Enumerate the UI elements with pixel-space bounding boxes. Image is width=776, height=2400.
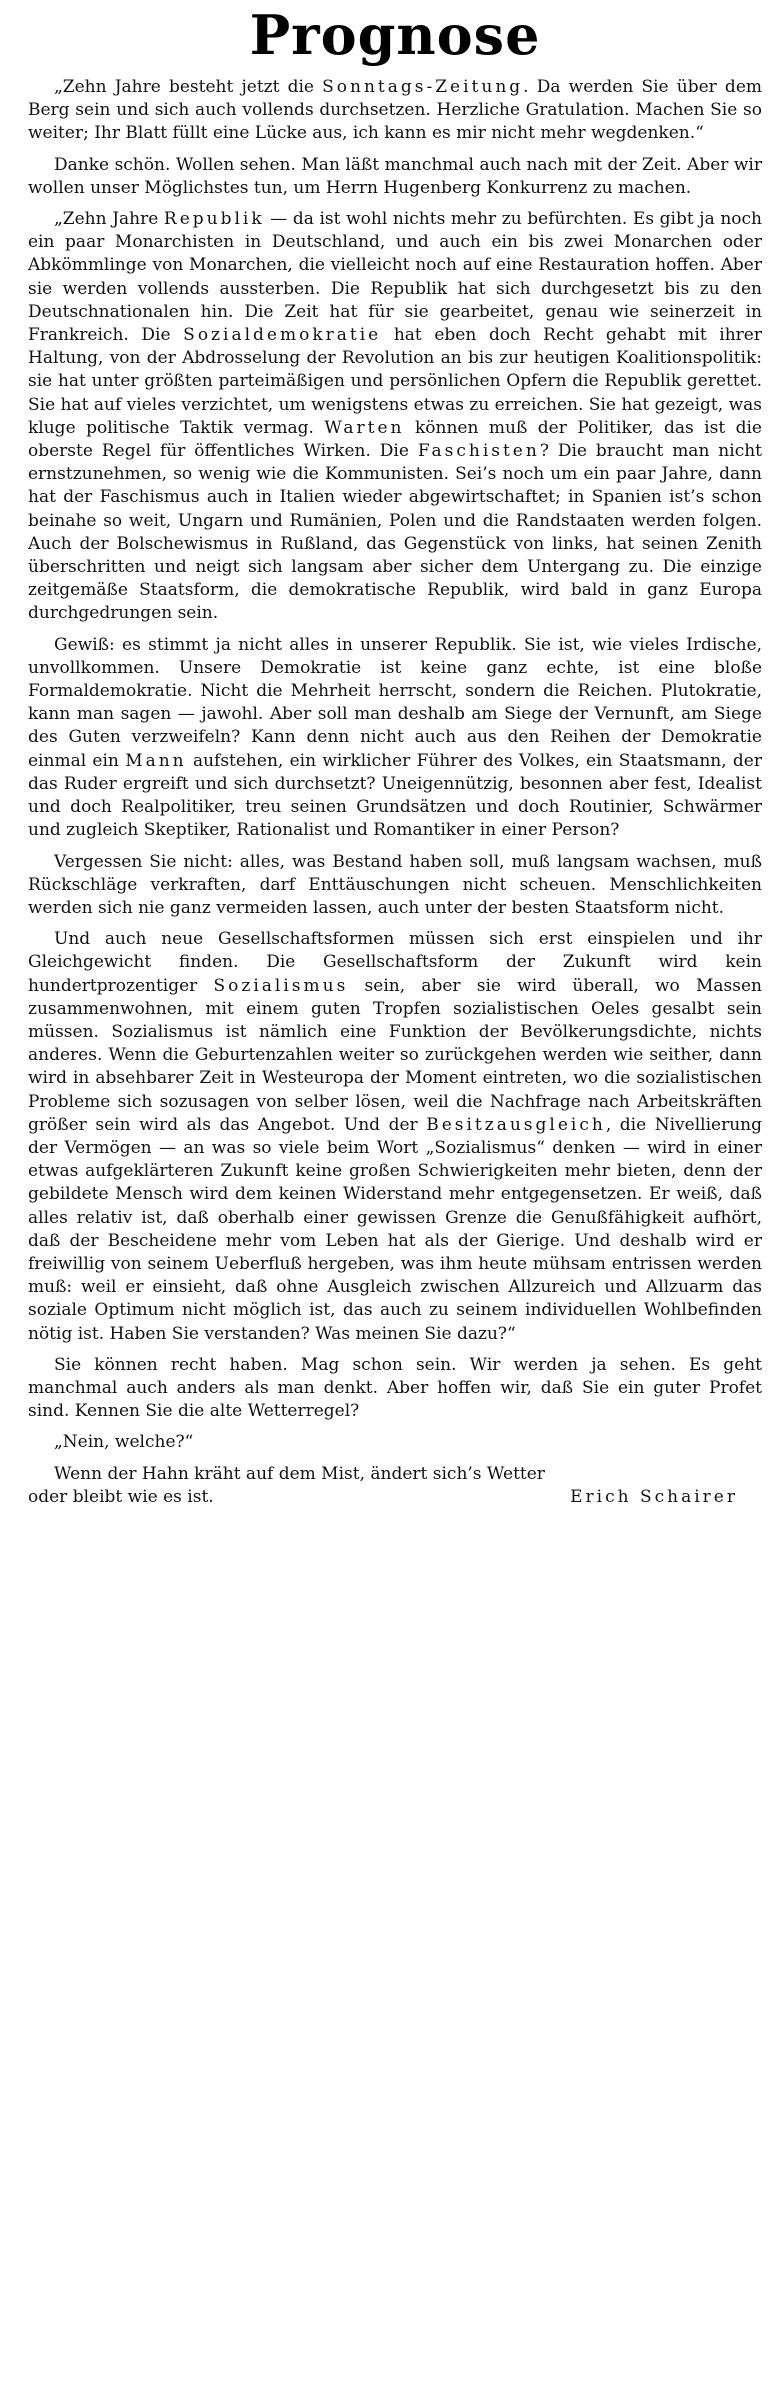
emphasis-warten: Warten: [324, 417, 405, 438]
author-name: Erich Schairer: [570, 1486, 738, 1507]
emphasis-faschisten: Faschisten: [417, 441, 540, 462]
paragraph-4: [28, 634, 762, 843]
signoff-line: [28, 1486, 762, 1509]
paragraph-2: Danke schön. Wollen sehen. Man läßt manchmal auch nach mit der Zeit. Aber wir wollen unser Möglichstes tun, um Herrn Hugenberg Konkurrenz zu machen.: [28, 154, 762, 198]
emphasis-mann: Mann: [125, 750, 187, 771]
paragraph-5: Vergessen Sie nicht: alles, was Bestand haben soll, muß langsam wachsen, muß Rückschläge verkraften, darf Enttäuschungen nicht scheuen. Menschlichkeiten werden sich nie ganz vermeiden lassen, auch unter der besten Staatsform nicht.: [28, 851, 762, 918]
newspaper-name: Sonntags-Zeitung: [322, 77, 524, 97]
paragraph-3-text: hat eben doch Recht gehabt mit ihrer Haltung, von der Abdrosselung der Revolution an bis zur heutigen Koalitionspolitik: sie hat unter größten parteimäßigen und persönlichen Opfern die Republik gerettet. Sie hat auf vieles verzichtet, um wenigstens etwas zu erreichen. Sie hat gezeigt, was kluge politische Taktik vermag.: [28, 325, 762, 438]
paragraph-9-weather-rule: Wenn der Hahn kräht auf dem Mist, ändert sich’s Wetter: [54, 1463, 545, 1484]
paragraph-7: Sie können recht haben. Mag schon sein. Wir werden ja sehen. Es geht manchmal auch anders als man denkt. Aber hoffen wir, daß Sie ein guter Profet sind. Kennen Sie die alte Wetterregel?: [28, 1354, 762, 1422]
weather-rule-end: oder bleibt wie es ist.: [28, 1486, 214, 1507]
emphasis-sozialdemokratie: Sozialdemokratie: [183, 325, 382, 346]
emphasis-sozialismus: Sozialismus: [213, 975, 349, 996]
paragraph-3: [28, 208, 762, 626]
paragraph-8: „Nein, welche?“: [54, 1432, 194, 1453]
paragraph-3-text: — da ist wohl nichts mehr zu befürchten. Es gibt ja noch ein paar Monarchisten in Deutschland, und auch ein bis zwei Monarchen oder Abkömmlinge von Monarchen, die vielleicht noch auf eine Restauration hoffen. Aber sie werden vollends aussterben. Die Republik hat sich durchgesetzt bis zu den Deutschnationalen hin. Die Zeit hat für sie gearbeitet, genau wie seinerzeit in Frankreich. Die: [28, 209, 762, 346]
paragraph-6-text: , die Nivellierung der Vermögen — an was so viele beim Wort „Sozialismus“ denken — wird in einer etwas aufgeklärteren Zukunft keine großen Schwierigkeiten mehr bieten, denn der gebildete Mensch wird dem keinen Widerstand mehr entgegensetzen. Er weiß, daß alles relativ ist, daß oberhalb einer gewissen Grenze die Genußfähigkeit aufhört, daß der Bescheidene mehr vom Leben hat als der Gierige. Und deshalb wird er freiwillig von seinem Ueberfluß hergeben, was ihm heute mühsam entrissen werden muß: weil er einsieht, daß ohne Ausgleich zwischen Allzureich und Allzuarm das soziale Optimum nicht möglich ist, das auch zu seinem individuellen Wohlbefinden nötig ist. Haben Sie verstanden? Was meinen Sie dazu?“: [28, 1114, 762, 1344]
paragraph-3-text: ? Die braucht man nicht ernstzunehmen, so wenig wie die Kommunisten. Sei’s noch um ein paar Jahre, dann hat der Faschismus auch in Italien wieder abgewirtschaftet; in Spanien ist’s schon beinahe so weit, Ungarn und Rumänien, Polen und die Randstaaten werden folgen. Auch der Bolschewismus in Rußland, das Gegenstück von links, hat seinen Zenith überschritten und neigt sich langsam aber sicher dem Untergang zu. Die einzige zeitgemäße Staatsform, die demokratische Republik, wird bald in ganz Europa durchgedrungen sein.: [28, 441, 762, 624]
article-title: Prognose: [249, 3, 541, 67]
paragraph-6: [28, 928, 762, 1346]
paragraph-4-text: Gewiß: es stimmt ja nicht alles in unserer Republik. Sie ist, wie vieles Irdische, unvollkommen. Unsere Demokratie ist keine ganz echte, ist eine bloße Formaldemokratie. Nicht die Mehrheit herrscht, sondern die Reichen. Plutokratie, kann man sagen — jawohl. Aber soll man deshalb am Siege der Vernunft, am Siege des Guten verzweifeln? Kann denn nicht auch aus den Reihen der Demokratie einmal ein: [28, 634, 762, 771]
paragraph-1-text-end: . Da werden Sie über dem Berg sein und sich auch vollends durchsetzen. Herzliche Gratulation. Machen Sie so weiter; Ihr Blatt füllt eine Lücke aus, ich kann es mir nicht mehr wegdenken.“: [28, 77, 762, 144]
paragraph-1: [28, 76, 762, 146]
paragraph-3-text: „Zehn Jahre: [54, 209, 164, 230]
paragraph-6-text: Und auch neue Gesellschaftsformen müssen sich erst einspielen und ihr Gleichgewicht finden. Die Gesellschaftsform der Zukunft wird kein hundertprozentiger: [28, 929, 762, 996]
paragraph-4-text: aufstehen, ein wirklicher Führer des Volkes, ein Staatsmann, der das Ruder ergreift und sich durchsetzt? Uneigennützig, besonnen aber fest, Idealist und doch Realpolitiker, treu seinen Grundsätzen und doch Routinier, Schwärmer und zugleich Skeptiker, Rationalist und Romantiker in einer Person?: [28, 750, 762, 841]
paragraph-3-text: können muß der Politiker, das ist die oberste Regel für öffentliches Wirken. Die: [28, 417, 762, 462]
paragraph-6-text: sein, aber sie wird überall, wo Massen zusammenwohnen, mit einem guten Tropfen sozialistischen Oeles gesalbt sein müssen. Sozialismus ist nämlich eine Funktion der Bevölkerungsdichte, nichts anderes. Wenn die Geburtenzahlen weiter so zurückgehen werden wie seither, dann wird in absehbarer Zeit in Westeuropa der Moment eintreten, wo die sozialistischen Probleme sich sozusagen von selber lösen, weil die Nachfrage nach Arbeitskräften größer sein wird als das Angebot. Und der: [28, 975, 763, 1135]
paragraph-1-text: „Zehn Jahre besteht jetzt die: [54, 77, 323, 97]
emphasis-besitzausgleich: Besitzausgleich: [426, 1114, 606, 1135]
emphasis-republik: Republik: [163, 209, 265, 230]
article-body: [28, 76, 762, 1509]
